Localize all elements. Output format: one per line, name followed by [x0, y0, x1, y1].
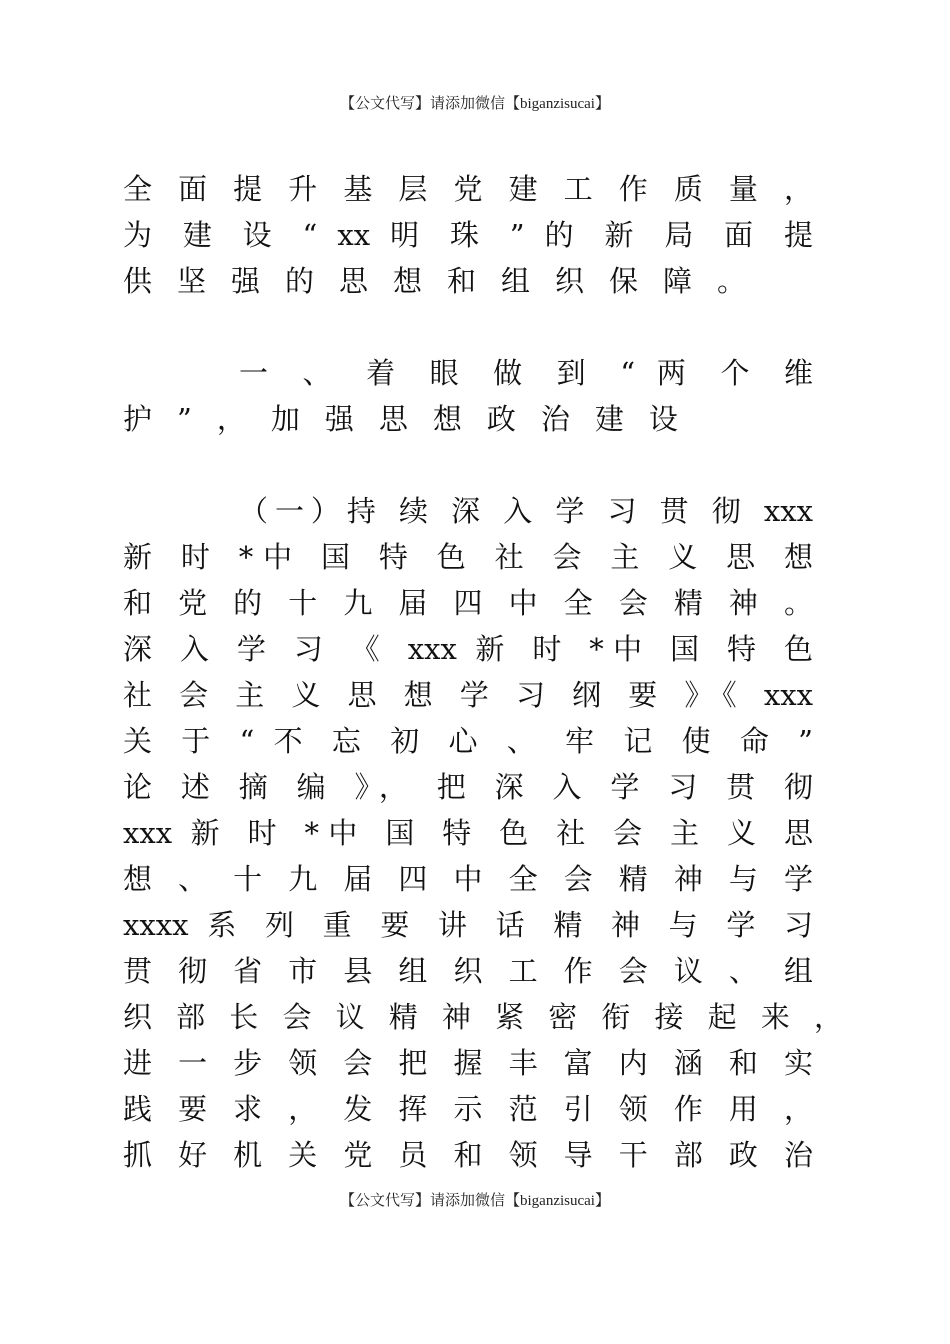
paragraph-gap	[123, 304, 813, 350]
text-line	[123, 488, 813, 534]
text-line-content: 践 要 求 ， 发 挥 示 范 引 领 作 用 ，	[123, 1092, 813, 1126]
text-line	[123, 810, 813, 856]
document-body	[123, 166, 843, 1178]
text-line	[123, 580, 813, 626]
text-line-content: 为 建 设 “ xx 明 珠 ” 的 新 局 面 提	[123, 218, 813, 252]
text-line-content: 想 、 十 九 届 四 中 全 会 精 神 与 学	[123, 862, 813, 896]
text-line	[123, 672, 813, 718]
text-line	[123, 258, 813, 304]
text-line-content: 深 入 学 习 《 xxx 新 时 *中 国 特 色	[123, 632, 813, 666]
text-line-content: xxx 新 时 *中 国 特 色 社 会 主 义 思	[123, 816, 813, 850]
text-line	[123, 764, 813, 810]
text-line-content: 全 面 提 升 基 层 党 建 工 作 质 量 ，	[123, 172, 813, 206]
text-line	[123, 534, 813, 580]
text-line	[123, 902, 813, 948]
text-line-content: 和 党 的 十 九 届 四 中 全 会 精 神 。	[123, 586, 813, 620]
text-line-content: 护”，加强思想政治建设	[123, 402, 703, 436]
text-line	[123, 166, 813, 212]
text-line	[123, 350, 813, 396]
text-line	[123, 718, 813, 764]
text-line-content: 贯 彻 省 市 县 组 织 工 作 会 议 、 组	[123, 954, 813, 988]
footer-note: 【公文代写】请添加微信【biganzisucai】	[340, 1193, 610, 1209]
text-line	[123, 1040, 813, 1086]
text-line	[123, 1086, 813, 1132]
text-line	[123, 994, 843, 1040]
text-line-content: 抓 好 机 关 党 员 和 领 导 干 部 政 治	[123, 1138, 813, 1172]
text-line-content: 关 于 “ 不 忘 初 心 、 牢 记 使 命 ”	[123, 724, 813, 758]
text-line-content: 社 会 主 义 思 想 学 习 纲 要 》《 xxx	[123, 678, 813, 712]
text-line-content: 织 部 长 会 议 精 神 紧 密 衔 接 起 来 ，	[123, 1000, 843, 1034]
text-line-content: 进 一 步 领 会 把 握 丰 富 内 涵 和 实	[123, 1046, 813, 1080]
text-line-content: 新 时 *中 国 特 色 社 会 主 义 思 想	[123, 540, 813, 574]
header-note: 【公文代写】请添加微信【biganzisucai】	[340, 96, 610, 112]
text-line-content: 论 述 摘 编 》， 把 深 入 学 习 贯 彻	[123, 770, 813, 804]
text-line-content: 一 、 着 眼 做 到 “ 两 个 维	[239, 356, 813, 390]
text-line-content: （一）持 续 深 入 学 习 贯 彻 xxx	[239, 494, 813, 528]
text-line-content: xxxx 系 列 重 要 讲 话 精 神 与 学 习	[123, 908, 813, 942]
text-line	[123, 396, 813, 442]
text-line	[123, 626, 813, 672]
text-line	[123, 856, 813, 902]
text-line-content: 供坚强的思想和组织保障。	[123, 264, 772, 298]
paragraph-gap	[123, 442, 813, 488]
text-line	[123, 212, 813, 258]
text-line	[123, 1132, 813, 1178]
text-line	[123, 948, 813, 994]
